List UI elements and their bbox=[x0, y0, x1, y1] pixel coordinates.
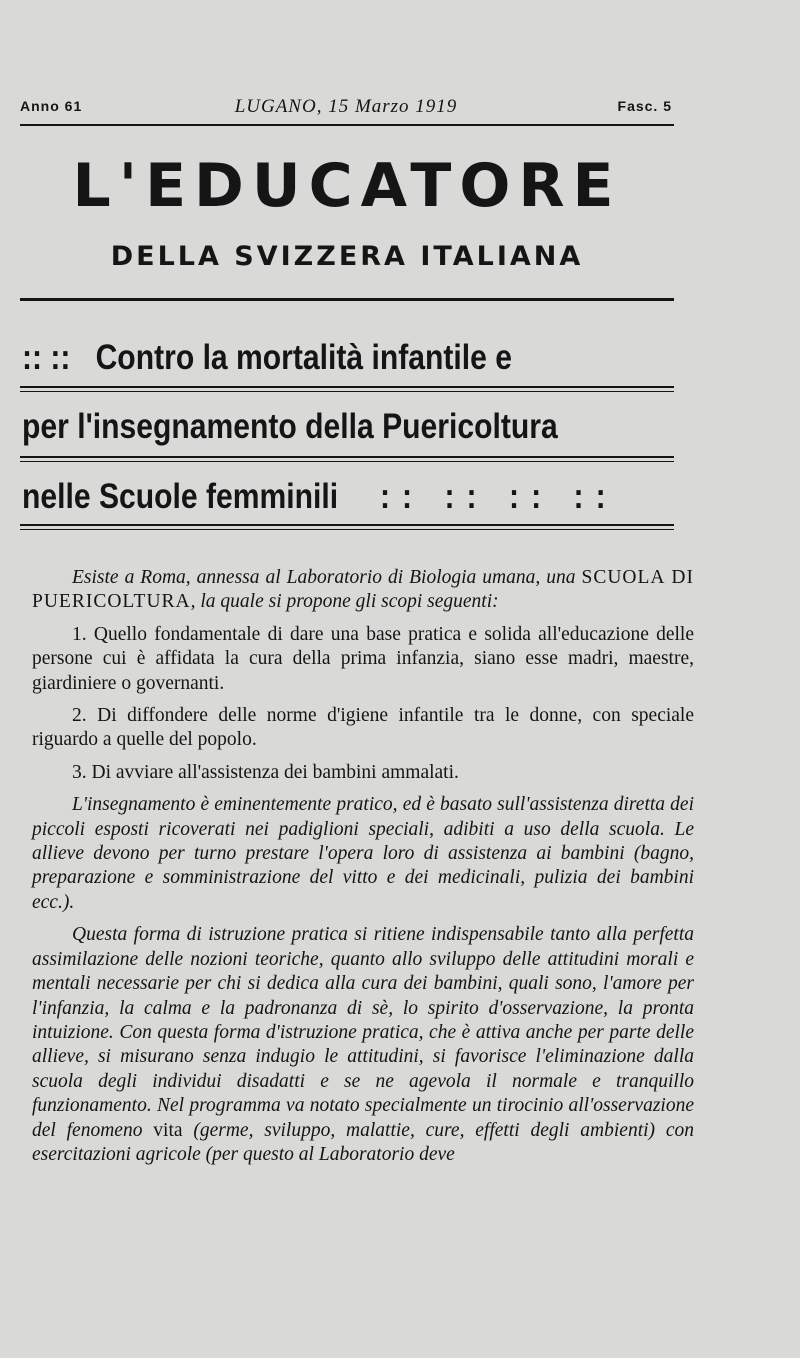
title-line-3-text: nelle Scuole femminili bbox=[22, 477, 339, 516]
title-rule-2b bbox=[20, 461, 674, 462]
title-rule-1a bbox=[20, 386, 674, 388]
title-ornament-right: :: :: :: :: bbox=[379, 477, 618, 516]
title-rule-3a bbox=[20, 524, 674, 526]
masthead-rule bbox=[20, 298, 674, 301]
article-title-line-2 bbox=[22, 405, 676, 449]
fascicle-number: Fasc. 5 bbox=[617, 98, 672, 114]
article-title-line-1 bbox=[22, 336, 676, 380]
school-name: SCUOLA DI PUERICOLTURA bbox=[32, 567, 694, 613]
article-body bbox=[32, 566, 694, 1167]
title-line-1-text: Contro la mortalità infantile e bbox=[95, 338, 513, 377]
list-item-1: 1. Quello fondamentale di dare una base pratica e solida all'educazione delle persone cui è affidata la cura della prima infanzia, siano esse madri, maestre, giardiniere o governanti. bbox=[32, 623, 694, 694]
title-rule-2a bbox=[20, 456, 674, 458]
masthead-subtitle: DELLA SVIZZERA ITALIANA bbox=[110, 241, 584, 272]
title-ornament-left: :: :: bbox=[22, 338, 71, 377]
dateline: LUGANO, 15 Marzo 1919 bbox=[234, 96, 458, 117]
masthead-title: L'EDUCATORE bbox=[72, 151, 622, 221]
article-title-line-3 bbox=[22, 475, 676, 519]
list-item-2: 2. Di diffondere delle norme d'igiene infantile tra le donne, con speciale riguardo a quelle del popolo. bbox=[32, 705, 694, 751]
title-rule-3b bbox=[20, 529, 674, 530]
paragraph-practical-training: Questa forma di istruzione pratica si ritiene indispensabile tanto alla perfetta assimilazione delle nozioni teoriche, quanto allo sviluppo delle attitudini morali e mentali necessarie per chi si dedica alla cura dei bambini, quali sono, l'amore per l'infanzia, la calma e la padronanza di sè, lo spirito d'osservazione, la pronta intuizione. Con questa forma d'istruzione pratica, che è attiva anche per parte delle allieve, si misurano senza indugio le attitudini, si favorisce l'eliminazione dalla scuola degli individui disadatti e se ne agevola il normale e tranquillo funzionamento. Nel programma va notato specialmente un tirocinio all'osservazione del fenomeno vita (germe, sviluppo, malattie, cure, effetti degli ambienti) con esercitazioni agricole (per questo al Laboratorio deve bbox=[32, 924, 694, 1165]
word-vita: vita bbox=[153, 1119, 183, 1141]
header-rule bbox=[20, 124, 674, 126]
title-rule-1b bbox=[20, 391, 674, 392]
intro-paragraph: Esiste a Roma, annessa al Laboratorio di Biologia umana, una SCUOLA DI PUERICOLTURA, la quale si propone gli scopi seguenti: bbox=[32, 567, 694, 613]
issue-number: Anno 61 bbox=[20, 98, 83, 114]
title-line-2-text: per l'insegnamento della Puericoltura bbox=[22, 407, 558, 446]
list-item-3: 3. Di avviare all'assistenza dei bambini ammalati. bbox=[72, 761, 459, 783]
running-header bbox=[20, 96, 672, 122]
paragraph-teaching: L'insegnamento è eminentemente pratico, ed è basato sull'assistenza diretta dei piccoli esposti ricoverati nei padiglioni speciali, adibiti a uso della scuola. Le allieve devono per turno prestare l'opera loro di assistenza ai bambini (bagno, preparazione e somministrazione del vitto e dei medicinali, pulizia dei bambini ecc.). bbox=[32, 794, 694, 913]
